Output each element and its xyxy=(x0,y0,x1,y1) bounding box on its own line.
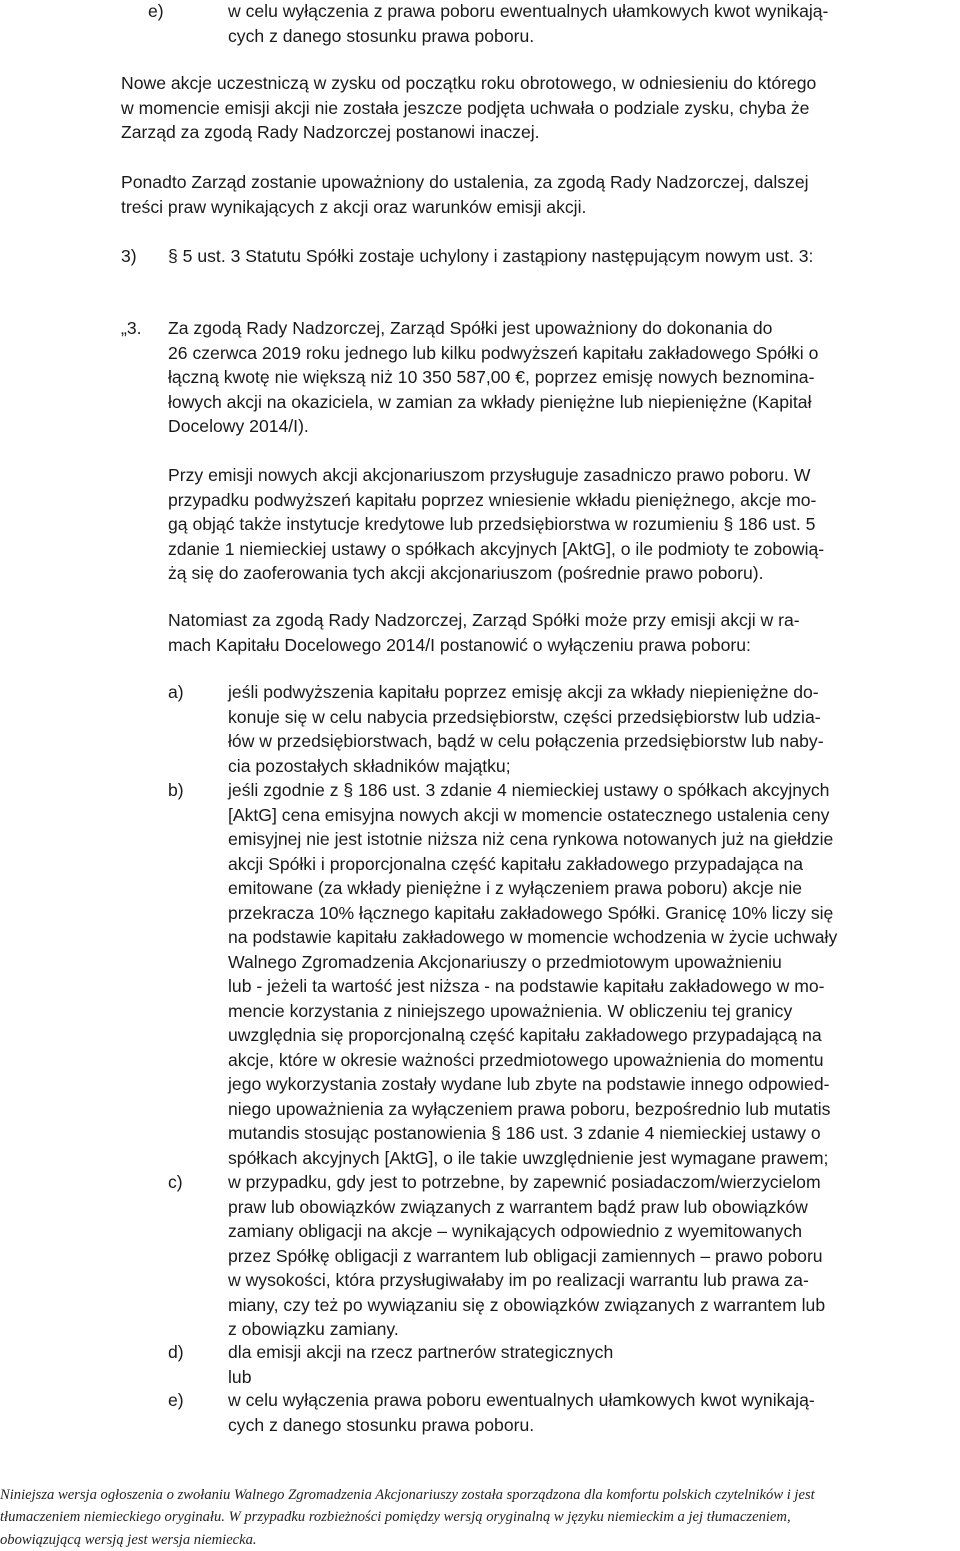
list-label-e-top: e) xyxy=(148,1,164,21)
list-text-d: dla emisji akcji na rzecz partnerów strategicznych lub xyxy=(228,1342,614,1387)
list-label-e: e) xyxy=(168,1390,184,1410)
quote-open-marker: „3. xyxy=(121,318,142,338)
item-3-label: 3) xyxy=(121,246,137,266)
item-3-text: § 5 ust. 3 Statutu Spółki zostaje uchylony i zastąpiony następującym nowym ust. 3: xyxy=(168,246,814,266)
list-label-a: a) xyxy=(168,682,184,702)
list-text-a: jeśli podwyższenia kapitału poprzez emisję akcji za wkłady niepieniężne do- konuje się w celu nabycia przedsiębiorstw, części przedsiębiorstw lub udzia- łów w przedsiębiorstwach, bądź w celu połączenia przedsiębiorstw lub naby- cia pozostałych składników majątku; xyxy=(228,682,824,776)
list-label-b: b) xyxy=(168,780,184,800)
quote-natomiast-paragraph: Natomiast za zgodą Rady Nadzorczej, Zarząd Spółki może przy emisji akcji w ra- mach Kapitału Docelowego 2014/I postanowić o wyłączeniu prawa poboru: xyxy=(168,610,800,655)
quote-first-paragraph: Za zgodą Rady Nadzorczej, Zarząd Spółki jest upoważniony do dokonania do 26 czerwca 2019 roku jednego lub kilku podwyższeń kapitału zakładowego Spółki o łączną kwotę nie większą niż 10 350 587,00 €, poprzez emisję nowych beznomina- łowych akcji na okaziciela, w zamian za wkłady pieniężne lub niepieniężne (Kapitał Docelowy 2014/I). xyxy=(168,318,819,436)
footer-translation-note: Niniejsza wersja ogłoszenia o zwołaniu Walnego Zgromadzenia Akcjonariuszy została sporządzona dla komfortu polskich czytelników i jest tłumaczeniem niemieckiego oryginału. W przypadku rozbieżności pomiędzy wersją oryginalną w języku niemieckim a jej tłumaczeniem, obowiązującą wersją jest wersja niemiecka. xyxy=(0,1487,815,1548)
list-label-c: c) xyxy=(168,1172,183,1192)
list-text-e-top: w celu wyłączenia z prawa poboru ewentualnych ułamkowych kwot wynikają- cych z danego stosunku prawa poboru. xyxy=(228,1,829,46)
list-label-d: d) xyxy=(168,1342,184,1362)
list-text-c: w przypadku, gdy jest to potrzebne, by zapewnić posiadaczom/wierzycielom praw lub obowiązków związanych z warrantem bądź praw lub obowiązków zamiany obligacji na akcje – wynikających odpowiednio z wyemitowanych przez Spółkę obligacji z warrantem lub obligacji zamiennych – prawo poboru w wysokości, która przysługiwałaby im po realizacji warrantu lub prawa za- miany, czy też po wywiązaniu się z obowiązków związanych z warrantem lub z obowiązku zamiany. xyxy=(228,1172,826,1339)
list-text-e: w celu wyłączenia prawa poboru ewentualnych ułamkowych kwot wynikają- cych z danego stosunku prawa poboru. xyxy=(228,1390,815,1435)
list-text-b: jeśli zgodnie z § 186 ust. 3 zdanie 4 niemieckiej ustawy o spółkach akcyjnych [AktG] cena emisyjna nowych akcji w momencie ostatecznego ustalenia ceny emisyjnej nie jest istotnie niższa niż cena rynkowa notowanych już na giełdzie akcji Spółki i proporcjonalna część kapitału zakładowego przypadająca na emitowane (za wkłady pieniężne i z wyłączeniem prawa poboru) akcje nie przekracza 10% łącznego kapitału zakładowego Spółki. Granicę 10% liczy się na podstawie kapitału zakładowego w momencie wchodzenia w życie uchwały Walnego Zgromadzenia Akcjonariuszy o przedmiotowym upoważnieniu lub - jeżeli ta wartość jest niższa - na podstawie kapitału zakładowego w mo- mencie korzystania z niniejszego upoważnienia. W obliczeniu tej granicy uwzględnia się proporcjonalną część kapitału zakładowego przypadającą na akcje, które w okresie ważności przedmiotowego upoważnienia do momentu jego wykorzystania zostały wydane lub zbyte na podstawie innego odpowied- niego upoważnienia za wyłączeniem prawa poboru, bezpośrednio lub mutatis mutandis stosując postanowienia § 186 ust. 3 zdanie 4 niemieckiej ustawy o spółkach akcyjnych [AktG], o ile takie uwzględnienie jest wymagane prawem; xyxy=(228,780,838,1168)
paragraph-ponadto: Ponadto Zarząd zostanie upoważniony do ustalenia, za zgodą Rady Nadzorczej, dalszej treści praw wynikających z akcji oraz warunków emisji akcji. xyxy=(121,172,809,217)
paragraph-nowe-akcje: Nowe akcje uczestniczą w zysku od początku roku obrotowego, w odniesieniu do którego w momencie emisji akcji nie została jeszcze podjęta uchwała o podziale zysku, chyba że Zarząd za zgodą Rady Nadzorczej postanowi inaczej. xyxy=(121,73,817,142)
quote-przy-paragraph: Przy emisji nowych akcji akcjonariuszom przysługuje zasadniczo prawo poboru. W przypadku podwyższeń kapitału poprzez wniesienie wkładu pieniężnego, akcje mo- gą objąć także instytucje kredytowe lub przedsiębiorstwa w rozumieniu § 186 ust. 5 zdanie 1 niemieckiej ustawy o spółkach akcyjnych [AktG], o ile podmioty te zobowią- żą się do zaoferowania tych akcji akcjonariuszom (pośrednie prawo poboru). xyxy=(168,465,825,583)
